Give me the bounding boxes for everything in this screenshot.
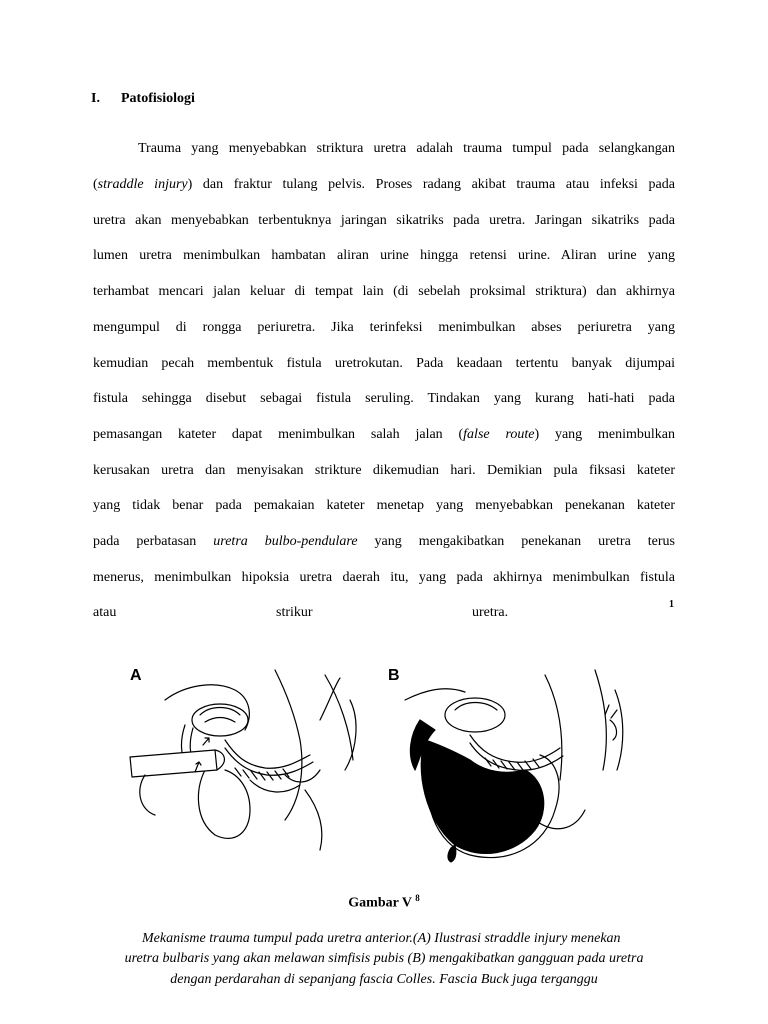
panel-a-illustration bbox=[130, 670, 356, 850]
figure-caption-line: uretra bulbaris yang akan melawan simfisis pubis (B) mengakibatkan gangguan pada uretra bbox=[124, 951, 644, 966]
panel-a-label: A bbox=[130, 667, 142, 684]
paragraph-line: yang tidak benar pada pemakaian kateter menetap yang menyebabkan penekanan kateter bbox=[93, 498, 675, 513]
figure-caption-line: dengan perdarahan di sepanjang fascia Colles. Fascia Buck juga terganggu bbox=[170, 972, 598, 987]
paragraph-line: pada perbatasan uretra bulbo-pendulare yang mengakibatkan penekanan uretra terus bbox=[93, 534, 675, 549]
section-heading bbox=[91, 91, 195, 107]
paragraph-line: menerus, menimbulkan hipoksia uretra daerah itu, yang pada akhirnya menimbulkan fistula bbox=[93, 570, 675, 585]
paragraph-line: lumen uretra menimbulkan hambatan aliran urine hingga retensi urine. Aliran urine yang bbox=[93, 248, 675, 263]
paragraph-line: fistula sehingga disebut sebagai fistula seruling. Tindakan yang kurang hati-hati pada bbox=[93, 391, 675, 406]
paragraph-last-word: uretra. bbox=[472, 605, 509, 620]
section-number: I. bbox=[91, 91, 100, 106]
figure-caption-line: Mekanisme trauma tumpul pada uretra anterior.(A) Ilustrasi straddle injury menekan bbox=[142, 931, 621, 946]
paragraph-line: terhambat mencari jalan keluar di tempat lain (di sebelah proksimal striktura) dan akhirnya bbox=[93, 284, 675, 299]
paragraph-last-word: atau bbox=[93, 605, 117, 620]
paragraph-line: Trauma yang menyebabkan striktura uretra adalah trauma tumpul pada selangkangan bbox=[138, 141, 675, 156]
figure-title: Gambar V $^8$ bbox=[348, 893, 420, 911]
paragraph-line: mengumpul di rongga periuretra. Jika terinfeksi menimbulkan abses periuretra yang bbox=[93, 320, 675, 335]
anatomy-figure bbox=[125, 660, 645, 870]
footnote-reference: 1 bbox=[669, 599, 674, 610]
panel-b-label: B bbox=[388, 667, 400, 684]
paragraph-last-word: strikur bbox=[276, 605, 313, 620]
paragraph-line: (straddle injury) dan fraktur tulang pelvis. Proses radang akibat trauma atau infeksi pada bbox=[93, 177, 675, 192]
section-title: Patofisiologi bbox=[121, 91, 195, 106]
paragraph-line: uretra akan menyebabkan terbentuknya jaringan sikatriks pada uretra. Jaringan sikatriks pada bbox=[93, 213, 675, 228]
paragraph-line: pemasangan kateter dapat menimbulkan salah jalan (false route) yang menimbulkan bbox=[93, 427, 675, 442]
paragraph-line: kerusakan uretra dan menyisakan strikture dikemudian hari. Demikian pula fiksasi kateter bbox=[93, 463, 675, 478]
paragraph-line: kemudian pecah membentuk fistula uretrokutan. Pada keadaan tertentu banyak dijumpai bbox=[93, 356, 675, 371]
